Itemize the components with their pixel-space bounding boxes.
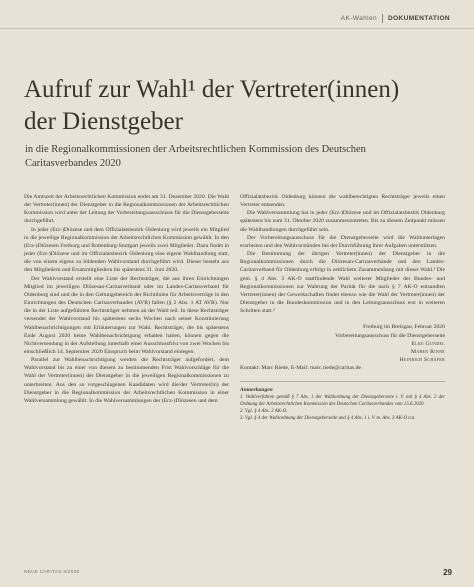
notes-title: Anmerkungen [240, 386, 273, 393]
page-title [24, 74, 444, 138]
footnote: 3. Vgl. § 4 der Wahlordnung der Dienstgeberseite und § 4 Abs. 1 i. V. m. Abs. 3 AK-O n.n. [240, 416, 416, 422]
page-number: 29 [443, 568, 452, 577]
title-line-1: Aufruf zur Wahl¹ der Vertreter(innen) [24, 76, 400, 103]
running-header [341, 14, 450, 23]
footer-publication: NEUE CARITAS 8/2020 [24, 569, 80, 574]
paragraph: Die Wahlversammlung hat in jeder (Erz-)Diözese und im Offizialatsbezirk Oldenburg spätestens bis zum 31. Oktober 2020 zusammenzutreten. Bis zu diesem Zeitpunkt müssen die Wahlhandlungen durchgeführt sein. [240, 210, 445, 233]
footnote: 1. Wahlverfahren gemäß § 7 Abs. 1 der Wahlordnung der Dienstgeberseite i. V. mit § 4 Abs. 2 der Ordnung der Arbeitsrechtlichen Kommission des Deutschen Caritasverbandes vom 15.6.2020. [240, 394, 445, 407]
signature-name: Maren Rinne [410, 348, 445, 355]
signature-place-date: Freiburg im Breisgau, Februar 2020 [363, 324, 445, 331]
header-section: AK-Wahlen [340, 15, 377, 22]
paragraph: Parallel zur Wahlbenachrichtigung werden die Rechtsträger aufgefordert, dem Wahlvorstand bis zu einer von diesem zu bestimmenden Frist Wahlvorschläge für die Wahl der Vertreter(innen) der Dienstgeber in die jeweiligen Regionalkommissionen zu unterbreiten. Aus den so vorgeschlagenen Kandidaten wird die/der Vertreter(in) der Dienstgeber in die Regionalkommission der Arbeitsrechtlichen Kommission in einer Wahlversammlung gewählt. In die Wahlversammlungen der (Erz-)Diözesen und dem [24, 357, 229, 404]
paragraph: In jeder (Erz-)Diözese und dem Offizialatsbezirk Oldenburg wird jeweils ein Mitglied in die jeweilige Regionalkommission der Arbeitsrechtlichen Kommission gewählt. In den (Erz-)Diözesen Freiburg und Rottenburg-Stuttgart jeweils zwei Mitglieder. Dazu findet in jeder (Erz-)Diözese und im Offizialatsbezirk Oldenburg eine eigene Wahlhandlung statt, die von einem eigens zu bildenden Wahlvorstand durchgeführt wird. Dieser besteht aus den Mitgliedern und Ersatzmitgliedern bis spätestens 31. Juni 2020. [24, 226, 229, 274]
paragraph: Der Wahlvorstand erstellt eine Liste der Rechtsträger, die aus ihren Einrichtungen Mitglied im jeweiligen Diözesan-Caritasverband oder im Landes-Caritasverband für Oldenburg sind und die in den Geltungsbereich der Richtlinien für Arbeitsverträge in den Einrichtungen des Deutschen Caritasverbandes (AVR) fallen (§ 2 Abs. 1 AT AVR). Nur die in der Liste aufgeführten Rechtsträger nehmen an der Wahl teil. In diese Rechtsträger versendet der Wahlvorstand bis spätestens sechs Wochen nach seiner Konstituierung Wahlbenachrichtigungen mit Erläuterungen zur Wahl. Rechtsträger, die bis spätestens Ende August 2020 keine Wahlbenachrichtigung erhalten haben, können gegen die Nichtversendung in der Aufstellung innerhalb einer Ausschlussfrist von zwei Wochen bis einschließlich 14. September 2020 Einspruch beim Wahlvorstand einlegen. [24, 275, 229, 355]
right-column [240, 193, 445, 422]
left-column [24, 193, 229, 405]
paragraph: Offizialatsbezirk Oldenburg können die wahlberechtigten Rechtsträger jeweils einen Vertreter entsenden. [240, 194, 445, 209]
footnote: 2. Vgl. § 4 Abs. 2 AK-O. [240, 409, 288, 415]
title-line-2: der Dienstgeber [24, 108, 183, 135]
notes-divider [240, 381, 445, 382]
signature-name: Heinrich Schäfer [399, 357, 445, 364]
paragraph: Die Amtszeit der Arbeitsrechtlichen Kommission endet am 31. Dezember 2020. Die Wahl der Vertreter(innen) der Dienstgeber in die Regionalkommissionen der Arbeitsrechtlichen Kommission wird unter der Leitung der Vorbereitungsausschüsse für die Dienstgeberseite durchgeführt. [24, 194, 229, 225]
signature-block [240, 323, 445, 364]
paragraph: Die Bestimmung der übrigen Vertreter(innen) der Dienstgeber in die Regionalkommissionen durch die Diözesan-Caritasverbände und den Landes-Caritasverband für Oldenburg erfolgt in zeitlichem Zusammenhang mit dieser Wahl.² Die gem. § 4 Abs. 3 AK-O stattfindende Wahl weiterer Mitglieder der Bundes- und Regionalkommissionen zur Wahrung der Parität für die nach § 7 AK-O entsandten Vertreter(innen) der Gewerkschaften findet ebenso wie die Wahl der Vertreter(innen) der Dienstgeber in die Bundeskommission und in den Leitungsausschuss erst in weiteren Schritten statt.³ [240, 251, 445, 315]
header-rule [0, 28, 474, 29]
paragraph: Der Vorbereitungsausschuss für die Dienstgeberseite wird die Wahlunterlagen erarbeiten und den Wahlvorständen bei der Durchführung ihrer Aufgaben unterstützen. [240, 234, 445, 249]
signature-committee: Vorbereitungsausschuss für die Dienstgeberseite [335, 332, 445, 339]
signature-name: Elke Gundel [411, 340, 445, 347]
header-divider [382, 14, 383, 23]
contact-line: Kontakt: Marc Riede, E-Mail: marc.riede@caritas.de [240, 365, 361, 372]
page-subtitle: in die Regionalkommissionen der Arbeitsrechtlichen Kommission des Deutschen Caritasverbandes 2020 [25, 144, 366, 169]
header-category: DOKUMENTATION [387, 15, 450, 22]
